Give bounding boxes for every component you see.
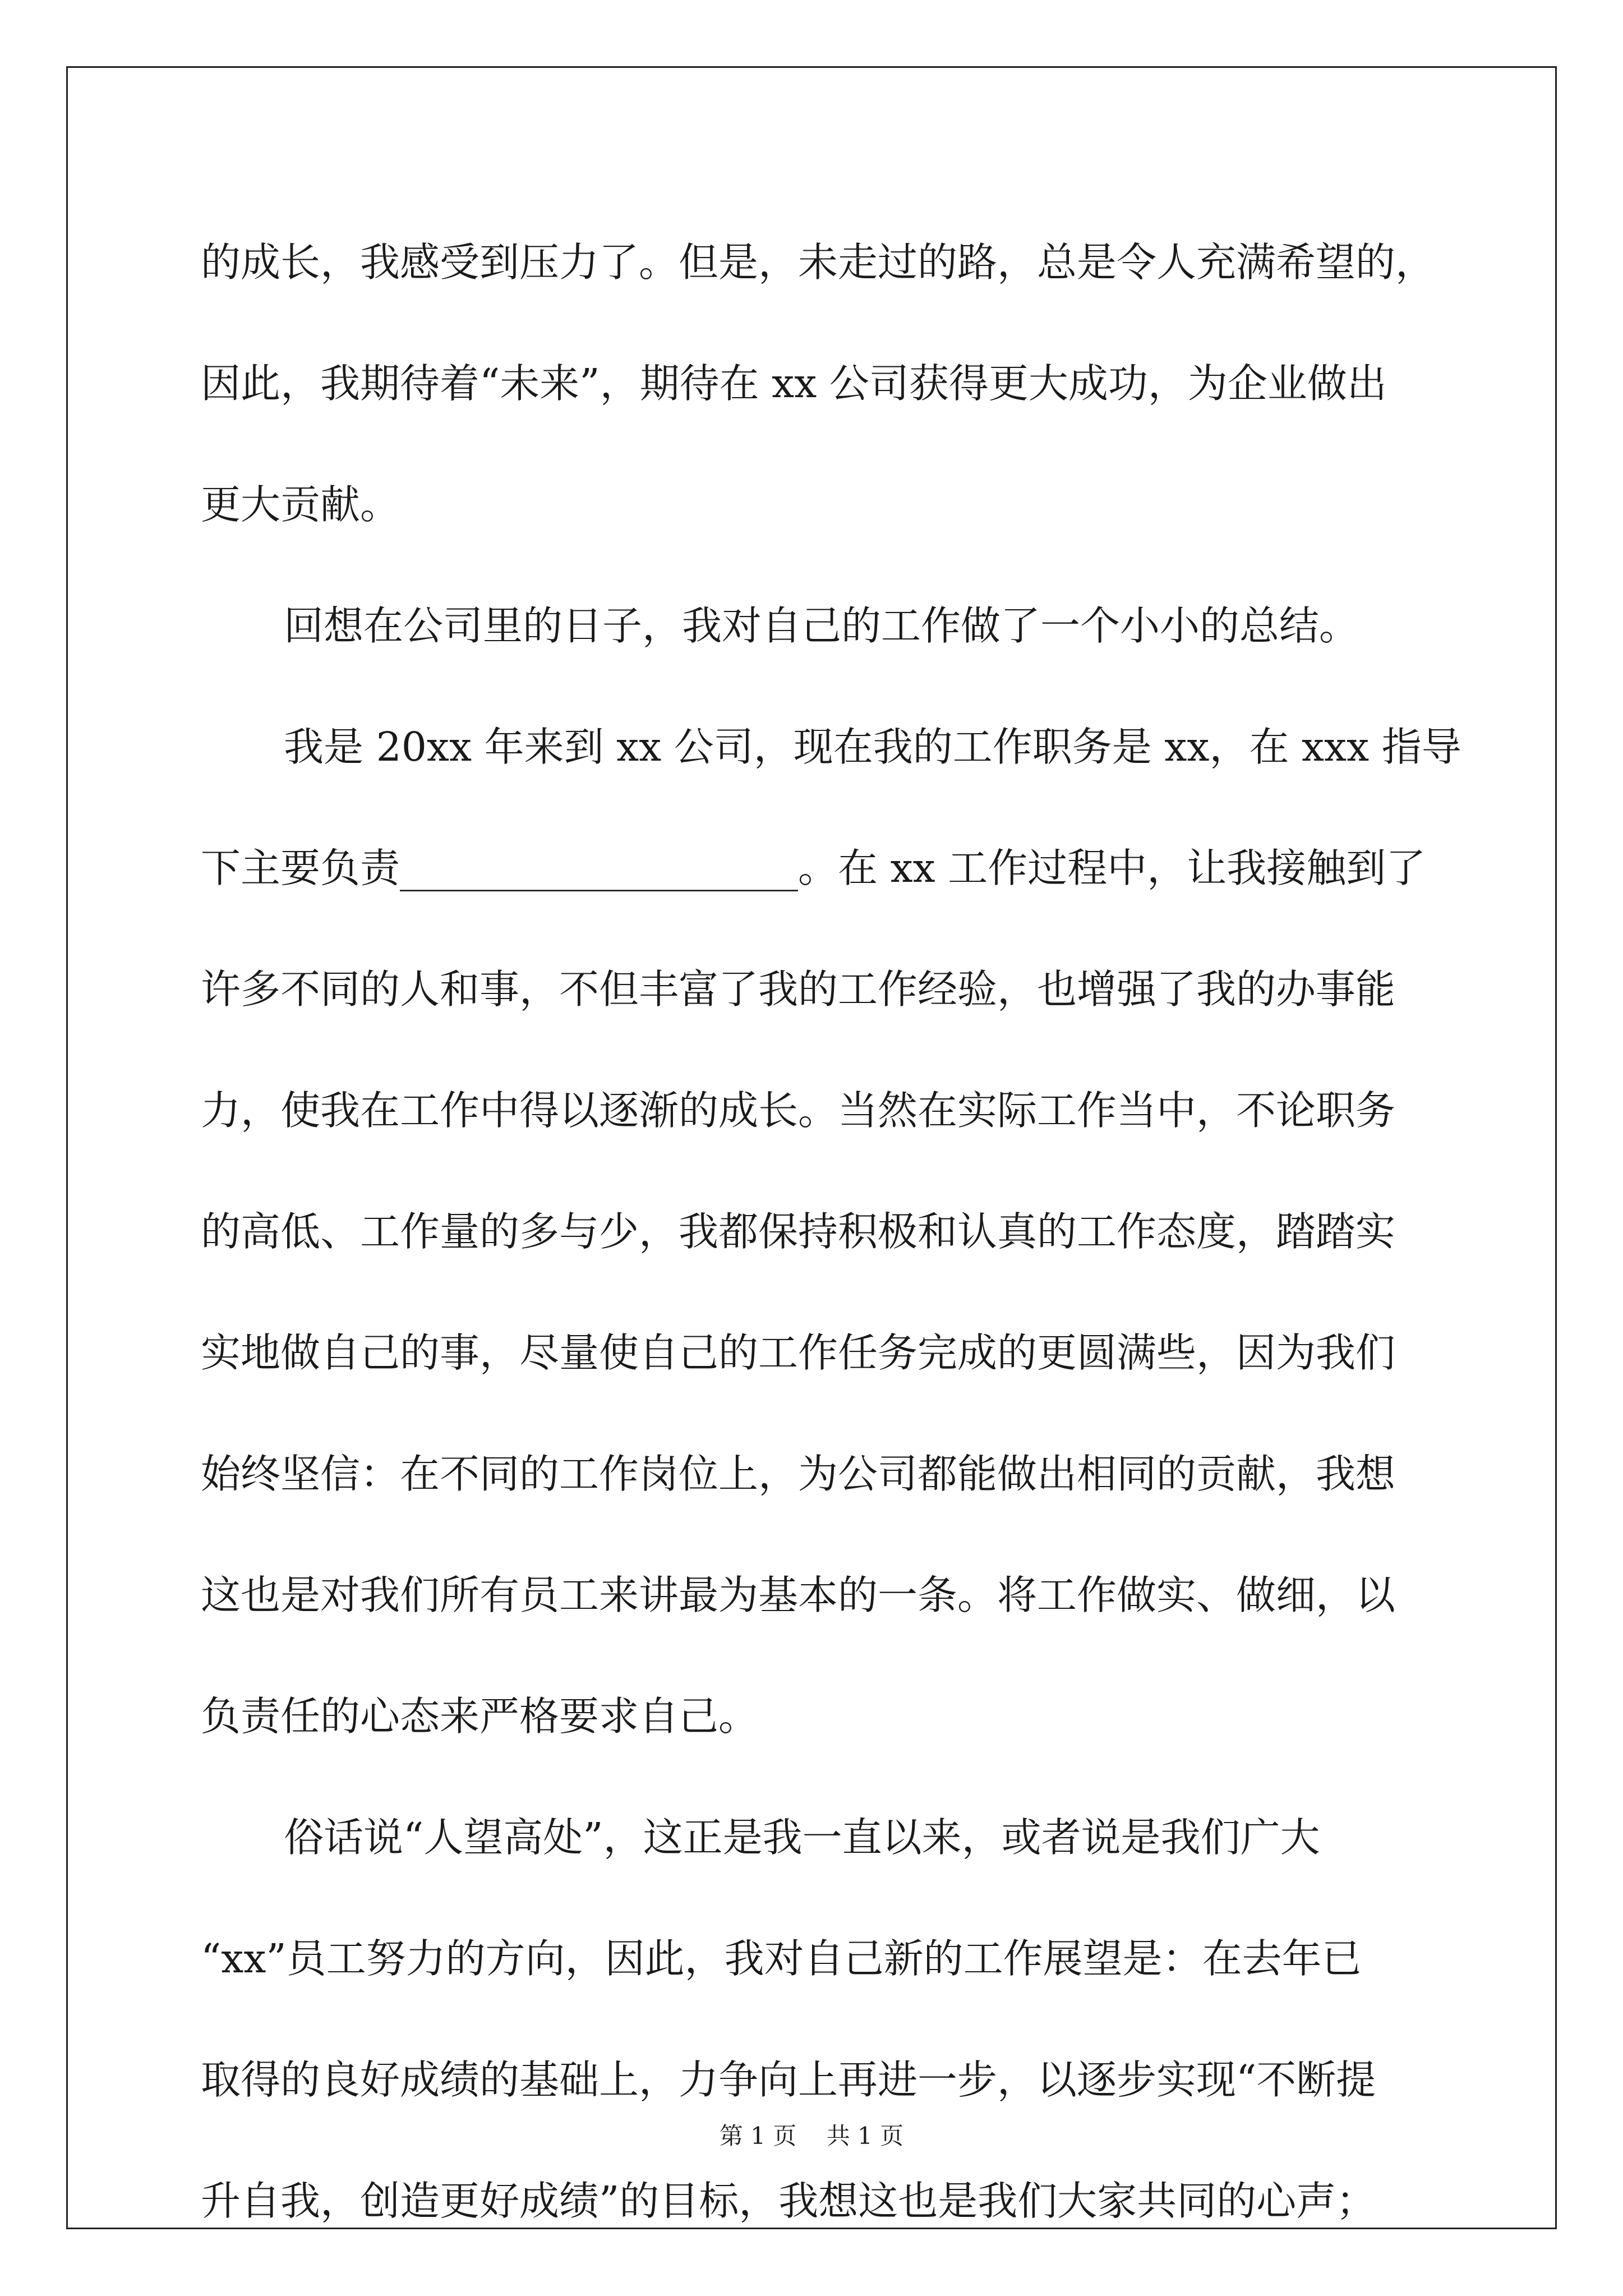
text-line: 因此，我期待着“未来”，期待在 xx 公司获得更大成功，为企业做出 (201, 360, 1387, 407)
text-line: 更大贡献。 (201, 481, 400, 528)
text-line: 力，使我在工作中得以逐渐的成长。当然在实际工作当中，不论职务 (201, 1087, 1396, 1134)
text-line: 回想在公司里的日子，我对自己的工作做了一个小小的总结。 (284, 602, 1359, 649)
text-line: 许多不同的人和事，不但丰富了我的工作经验，也增强了我的办事能 (201, 966, 1396, 1013)
text-line: 这也是对我们所有员工来讲最为基本的一条。将工作做实、做细，以 (201, 1572, 1396, 1618)
text-line: 始终坚信：在不同的工作岗位上，为公司都能做出相同的贡献，我想 (201, 1451, 1396, 1497)
text-line: 实地做自己的事，尽量使自己的工作任务完成的更圆满些，因为我们 (201, 1329, 1396, 1376)
text-line: 的成长，我感受到压力了。但是，未走过的路，总是令人充满希望的， (201, 239, 1436, 286)
text-line: 升自我，创造更好成绩”的目标，我想这也是我们大家共同的心声； (201, 2178, 1376, 2224)
page-number-footer: 第 1 页 共 1 页 (719, 2122, 904, 2150)
text-line: “xx”员工努力的方向，因此，我对自己新的工作展望是：在去年已 (201, 1935, 1362, 1982)
text-line: 的高低、工作量的多与少，我都保持积极和认真的工作态度，踏踏实 (201, 1208, 1396, 1255)
text-line: 俗话说“人望高处”，这正是我一直以来，或者说是我们广大 (284, 1814, 1320, 1861)
text-line: 我是 20xx 年来到 xx 公司，现在我的工作职务是 xx，在 xxx 指导 (284, 724, 1461, 770)
document-body (201, 202, 1461, 2262)
text-line: 下主要负责____________________。在 xx 工作过程中，让我接触到了 (201, 845, 1426, 891)
text-line: 取得的良好成绩的基础上，力争向上再进一步，以逐步实现“不断提 (201, 2056, 1376, 2103)
text-line: 负责任的心态来严格要求自己。 (201, 1693, 759, 1740)
